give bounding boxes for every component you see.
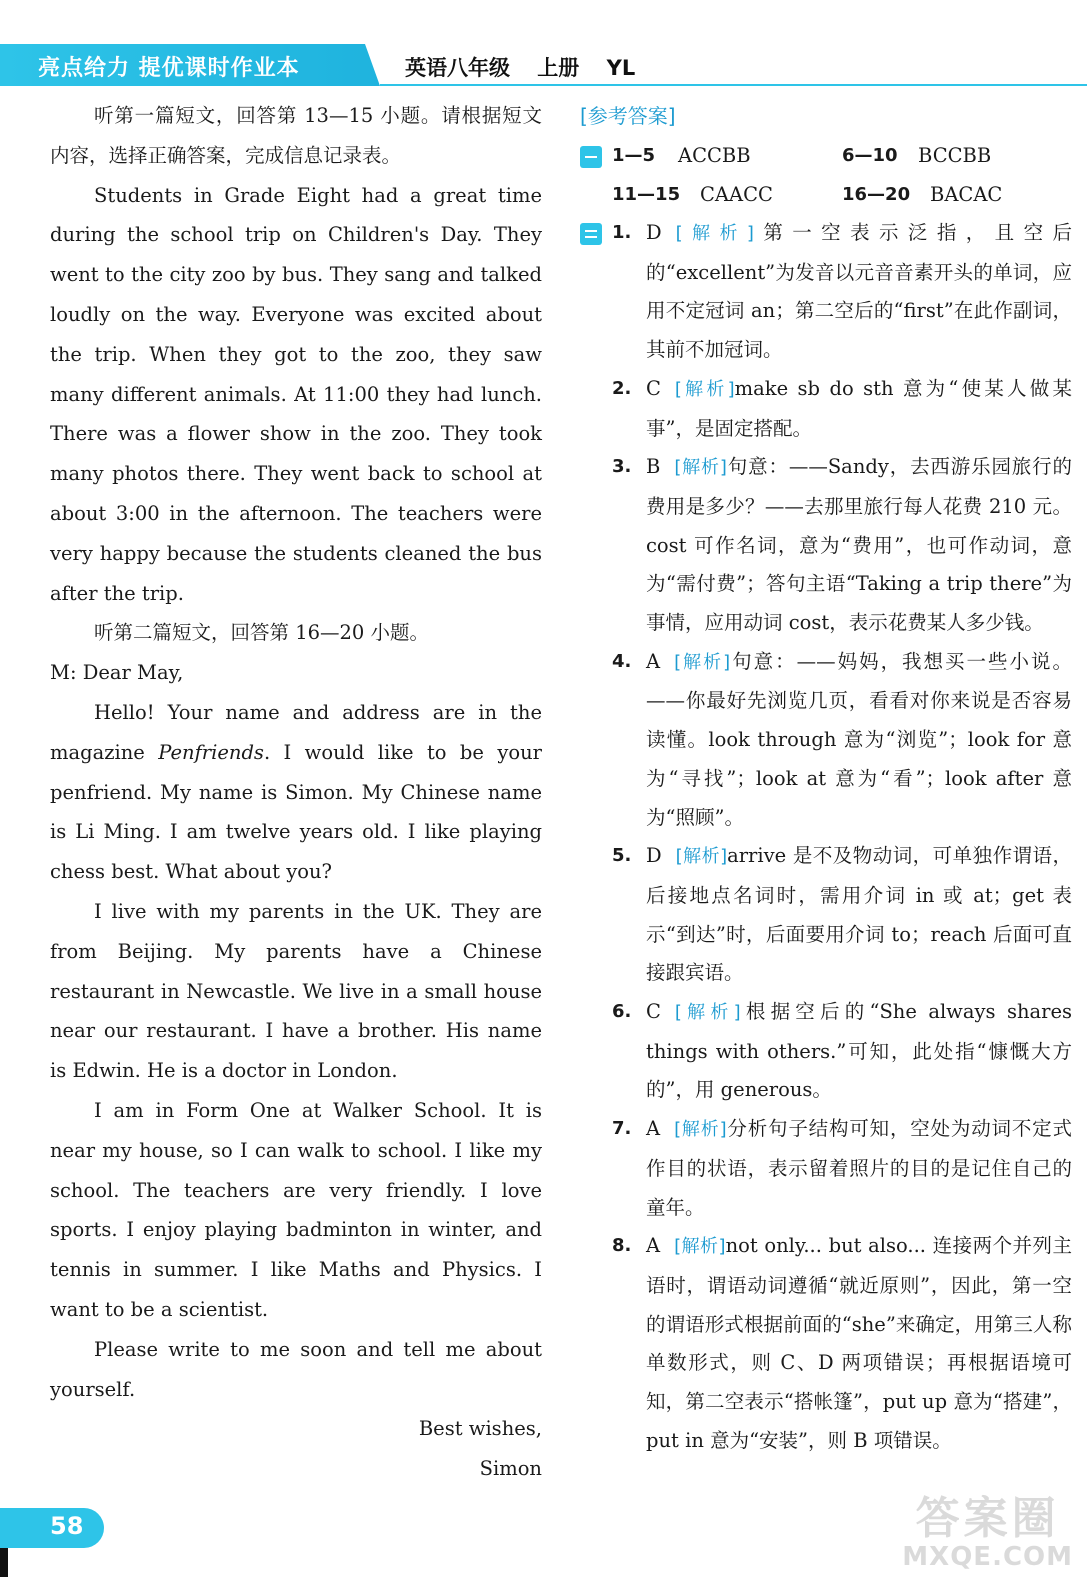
answer-item-5: 5. D [解析]arrive 是不及物动词，可单独作谓语，后接地点名词时，需用介词 in 或 at；get 表示“到达”时，后面要用介词 to；reach 后面可直接跟宾语。 <box>612 844 1072 985</box>
range-answers: BACAC <box>930 183 1003 206</box>
series-title: 亮点给力 提优课时作业本 <box>38 56 300 81</box>
range-answers: BCCBB <box>918 144 992 167</box>
answer-item-1: 1. D [解析]第一空表示泛指，且空后的“excellent”为发音以元音音素开头的单词，应用不定冠词 an；第二空后的“first”在此作副词，其前不加冠词。 <box>580 214 1072 370</box>
range-label: 1—5 <box>612 145 656 166</box>
header-rule <box>380 84 1087 86</box>
magazine-title: Penfriends <box>158 740 264 764</box>
answer-row-1 <box>580 136 1072 175</box>
intro-passage-1: 听第一篇短文，回答第 13—15 小题。请根据短文内容，选择正确答案，完成信息记录表。 <box>50 104 542 167</box>
answer-item-6: 6. C [解析]根据空后的“She always shares things with others.”可知，此处指“慷慨大方的”，用 generous。 <box>612 1000 1072 1102</box>
letter-greeting: M: Dear May, <box>50 661 184 685</box>
page-header <box>0 0 1087 88</box>
section-one-icon <box>580 146 602 168</box>
watermark-url: MXQE.COM <box>902 1542 1073 1572</box>
range-label: 11—15 <box>612 184 681 205</box>
answer-item-7: 7. A [解析]分析句子结构可知，空处为动词不定式作目的状语，表示留着照片的目的是记住自己的童年。 <box>612 1117 1072 1219</box>
letter-paragraph-1: Hello! Your name and address are in the magazine Penfriends. I would like to be your penfriend. My name is Simon. My Chinese name is Li Ming. I am twelve years old. I like playing chess best. What about you? <box>50 700 542 884</box>
letter-paragraph-2: I live with my parents in the UK. They are from Beijing. My parents have a Chinese restaurant in Newcastle. We live in a small house near our restaurant. I have a brother. His name is Edwin. He is a doctor in London. <box>50 899 542 1083</box>
letter-paragraph-3: I am in Form One at Walker School. It is near my house, so I can walk to school. I like my school. The teachers are very friendly. I love sports. I enjoy playing badminton in winter, and tennis in summer. I like Maths and Physics. I want to be a scientist. <box>50 1098 542 1321</box>
answer-item-4: 4. A [解析]句意：——妈妈，我想买一些小说。——你最好先浏览几页，看看对你来说是否容易读懂。look through 意为“浏览”；look for 意为“寻找”；look at 意为“看”；look after 意为“照顾”。 <box>612 649 1072 829</box>
section-two-icon <box>580 223 602 245</box>
page-number: 58 <box>50 1512 84 1540</box>
letter-paragraph-4: Please write to me soon and tell me about yourself. <box>50 1337 542 1401</box>
range-answers: CAACC <box>700 183 773 206</box>
passage-1: Students in Grade Eight had a great time during the school trip on Children's Day. They went to the city zoo by bus. They sang and talked loudly on the way. Everyone was excited about the trip. When they got to the zoo, they saw many different animals. At 11:00 they had lunch. There was a flower show in the zoo. They took many photos there. They went back to school at about 3:00 in the afternoon. The teachers were very happy because the students cleaned the bus after the trip. <box>50 183 542 605</box>
intro-passage-2: 听第二篇短文，回答第 16—20 小题。 <box>94 621 430 645</box>
listening-text-column <box>50 96 542 1489</box>
watermark-logo: 答案圈 <box>915 1493 1060 1544</box>
range-label: 16—20 <box>842 184 911 205</box>
letter-closing: Best wishes, <box>418 1417 542 1441</box>
answer-item-8: 8. A [解析]not only... but also... 连接两个并列主语时，谓语动词遵循“就近原则”，因此，第一空的谓语形式根据前面的“she”来确定，用第三人称单数形式，则 C、D 两项错误；再根据语境可知，第二空表示“搭帐篷”，put up 意为“搭建”，put in 意为“安装”，则 B 项错误。 <box>612 1234 1073 1452</box>
answer-key-column <box>580 96 1072 1461</box>
answer-item-2: 2. C [解析]make sb do sth 意为“使某人做某事”，是固定搭配。 <box>612 376 1072 440</box>
answer-item-3: 3. B [解析]句意：——Sandy，去西游乐园旅行的费用是多少？——去那里旅行每人花费 210 元。cost 可作名词，意为“费用”，也可作动词，意为“需付费”；答句主语“Taking a trip there”为事情，应用动词 cost，表示花费某人多少钱。 <box>612 455 1072 635</box>
answer-key-title: [参考答案] <box>580 104 676 128</box>
letter-signature: Simon <box>479 1457 542 1481</box>
range-answers: ACCBB <box>678 144 751 167</box>
book-subject: 英语八年级 上册 YL <box>405 56 636 80</box>
answer-row-2 <box>580 175 1072 214</box>
watermark <box>902 1495 1073 1571</box>
range-label: 6—10 <box>842 145 898 166</box>
